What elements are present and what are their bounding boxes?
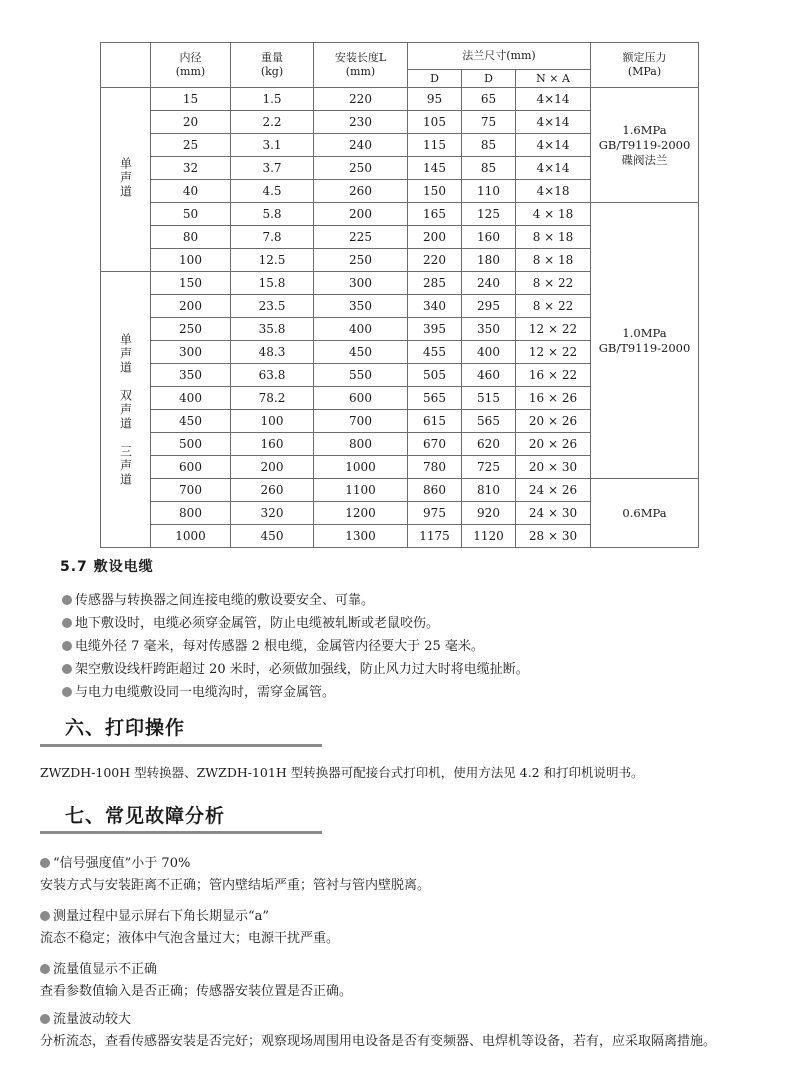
rated-pressure-cell: 0.6MPa [591, 479, 699, 548]
table-cell: 8 × 22 [516, 295, 591, 318]
bullet-icon [62, 687, 72, 697]
table-cell: 100 [151, 249, 231, 272]
table-cell: 515 [462, 387, 516, 410]
table-cell: 550 [314, 364, 408, 387]
table-cell: 1300 [314, 525, 408, 548]
table-cell: 1100 [314, 479, 408, 502]
table-cell: 450 [231, 525, 314, 548]
channel-group-cell: 单声道 双声道 三声道 [101, 272, 151, 548]
table-cell: 400 [151, 387, 231, 410]
section-6-divider [40, 744, 322, 747]
table-cell: 225 [314, 226, 408, 249]
table-cell: 285 [408, 272, 462, 295]
section-7-title: 七、常见故障分析 [65, 805, 226, 827]
list-item: 与电力电缆敷设同一电缆沟时，需穿金属管。 [62, 681, 529, 704]
table-cell: 800 [151, 502, 231, 525]
table-cell: 600 [314, 387, 408, 410]
table-cell: 1000 [151, 525, 231, 548]
table-cell: 810 [462, 479, 516, 502]
fault-symptom: 测量过程中显示屏右下角长期显示“a” [53, 909, 270, 924]
fault-cause: 安装方式与安装距离不正确；管内壁结垢严重；管衬与管内壁脱离。 [40, 878, 431, 893]
table-cell: 4×14 [516, 157, 591, 180]
table-cell: 450 [151, 410, 231, 433]
table-cell: 700 [314, 410, 408, 433]
table-cell: 395 [408, 318, 462, 341]
table-cell: 25 [151, 134, 231, 157]
table-cell: 4×14 [516, 134, 591, 157]
table-cell: 16 × 26 [516, 387, 591, 410]
table-cell: 455 [408, 341, 462, 364]
table-cell: 20 × 26 [516, 410, 591, 433]
table-cell: 400 [314, 318, 408, 341]
table-cell: 300 [314, 272, 408, 295]
table-cell: 35.8 [231, 318, 314, 341]
table-cell: 32 [151, 157, 231, 180]
table-cell: 12 × 22 [516, 341, 591, 364]
table-cell: 8 × 18 [516, 249, 591, 272]
table-cell: 150 [151, 272, 231, 295]
list-item: 电缆外径 7 毫米，每对传感器 2 根电缆，金属管内径要大于 25 毫米。 [62, 635, 529, 658]
header-install-length: 安装长度L (mm) [314, 43, 408, 88]
channel-group-cell: 单声道 [101, 88, 151, 272]
table-cell: 20 × 26 [516, 433, 591, 456]
table-cell: 240 [314, 134, 408, 157]
table-cell: 780 [408, 456, 462, 479]
table-cell: 4×18 [516, 180, 591, 203]
table-cell: 180 [462, 249, 516, 272]
table-cell: 1120 [462, 525, 516, 548]
table-cell: 23.5 [231, 295, 314, 318]
table-cell: 78.2 [231, 387, 314, 410]
fault-item [40, 959, 352, 1003]
table-cell: 63.8 [231, 364, 314, 387]
table-cell: 220 [314, 88, 408, 111]
rated-pressure-cell: 1.6MPa GB/T9119-2000 碟阀法兰 [591, 88, 699, 203]
fault-symptom: 流量值显示不正确 [53, 962, 158, 977]
table-cell: 165 [408, 203, 462, 226]
table-cell: 50 [151, 203, 231, 226]
table-cell: 700 [151, 479, 231, 502]
table-cell: 160 [231, 433, 314, 456]
table-cell: 220 [408, 249, 462, 272]
header-inner-diameter: 内径 (mm) [151, 43, 231, 88]
table-cell: 200 [231, 456, 314, 479]
table-cell: 95 [408, 88, 462, 111]
bullet-icon [40, 964, 50, 974]
table-row [101, 203, 699, 226]
bullet-icon [40, 911, 50, 921]
table-cell: 20 [151, 111, 231, 134]
table-cell: 24 × 26 [516, 479, 591, 502]
table-cell: 65 [462, 88, 516, 111]
table-cell: 340 [408, 295, 462, 318]
fault-cause: 查看参数值输入是否正确；传感器安装位置是否正确。 [40, 984, 353, 999]
table-cell: 200 [314, 203, 408, 226]
bullet-icon [62, 641, 72, 651]
table-cell: 15.8 [231, 272, 314, 295]
table-cell: 460 [462, 364, 516, 387]
table-cell: 3.7 [231, 157, 314, 180]
table-cell: 125 [462, 203, 516, 226]
table-cell: 1200 [314, 502, 408, 525]
header-d2: D [462, 70, 516, 88]
header-nxa: N × A [516, 70, 591, 88]
print-instructions: ZWZDH-100H 型转换器、ZWZDH-101H 型转换器可配接台式打印机，使用方法见 4.2 和打印机说明书。 [40, 765, 644, 780]
table-cell: 85 [462, 134, 516, 157]
table-cell: 160 [462, 226, 516, 249]
list-item: 架空敷设线杆跨距超过 20 米时，必须做加强线，防止风力过大时将电缆扯断。 [62, 658, 529, 681]
table-cell: 1000 [314, 456, 408, 479]
table-cell: 295 [462, 295, 516, 318]
table-cell: 1.5 [231, 88, 314, 111]
table-cell: 48.3 [231, 341, 314, 364]
table-cell: 600 [151, 456, 231, 479]
table-cell: 80 [151, 226, 231, 249]
header-blank [101, 43, 151, 88]
table-cell: 75 [462, 111, 516, 134]
fault-item [40, 853, 430, 897]
fault-cause: 流态不稳定；液体中气泡含量过大；电源干扰严重。 [40, 931, 340, 946]
fault-item [40, 1009, 716, 1053]
table-cell: 1175 [408, 525, 462, 548]
section-5-7-title: 5.7 敷设电缆 [60, 559, 154, 575]
rated-pressure-cell: 1.0MPa GB/T9119-2000 [591, 203, 699, 479]
section-7-divider [40, 831, 322, 834]
table-cell: 350 [314, 295, 408, 318]
table-cell: 670 [408, 433, 462, 456]
table-cell: 400 [462, 341, 516, 364]
table-cell: 105 [408, 111, 462, 134]
table-cell: 4.5 [231, 180, 314, 203]
bullet-icon [40, 1014, 50, 1024]
table-cell: 500 [151, 433, 231, 456]
table-cell: 2.2 [231, 111, 314, 134]
table-cell: 250 [151, 318, 231, 341]
table-cell: 260 [231, 479, 314, 502]
table-cell: 450 [314, 341, 408, 364]
table-cell: 110 [462, 180, 516, 203]
table-cell: 975 [408, 502, 462, 525]
table-cell: 85 [462, 157, 516, 180]
table-cell: 230 [314, 111, 408, 134]
table-cell: 4 × 18 [516, 203, 591, 226]
table-cell: 350 [462, 318, 516, 341]
fault-item [40, 906, 339, 950]
list-item: 地下敷设时，电缆必须穿金属管，防止电缆被轧断或老鼠咬伤。 [62, 612, 529, 635]
fault-cause: 分析流态，查看传感器安装是否完好；观察现场周围用电设备是否有变频器、电焊机等设备，若有，应采取隔离措施。 [40, 1034, 717, 1049]
spec-table-body [101, 88, 699, 548]
fault-symptom: 流量波动较大 [53, 1012, 132, 1027]
table-cell: 150 [408, 180, 462, 203]
table-cell: 4×14 [516, 88, 591, 111]
table-cell: 920 [462, 502, 516, 525]
table-cell: 15 [151, 88, 231, 111]
fault-symptom: “信号强度值”小于 70% [53, 856, 191, 871]
header-rated-pressure: 额定压力 (MPa) [591, 43, 699, 88]
header-d1: D [408, 70, 462, 88]
table-row [101, 88, 699, 111]
table-cell: 350 [151, 364, 231, 387]
table-cell: 505 [408, 364, 462, 387]
table-cell: 860 [408, 479, 462, 502]
table-cell: 5.8 [231, 203, 314, 226]
table-cell: 620 [462, 433, 516, 456]
bullet-icon [62, 618, 72, 628]
table-cell: 16 × 22 [516, 364, 591, 387]
table-cell: 115 [408, 134, 462, 157]
table-cell: 300 [151, 341, 231, 364]
table-row [101, 479, 699, 502]
table-cell: 200 [408, 226, 462, 249]
table-cell: 40 [151, 180, 231, 203]
table-cell: 4×14 [516, 111, 591, 134]
section-6-title: 六、打印操作 [65, 717, 186, 739]
list-item: 传感器与转换器之间连接电缆的敷设要安全、可靠。 [62, 589, 529, 612]
table-cell: 3.1 [231, 134, 314, 157]
bullet-icon [62, 664, 72, 674]
table-cell: 24 × 30 [516, 502, 591, 525]
table-cell: 800 [314, 433, 408, 456]
cable-bullets [62, 589, 529, 704]
table-cell: 145 [408, 157, 462, 180]
header-flange: 法兰尺寸(mm) [408, 43, 591, 70]
table-cell: 7.8 [231, 226, 314, 249]
table-cell: 12 × 22 [516, 318, 591, 341]
table-cell: 20 × 30 [516, 456, 591, 479]
table-cell: 12.5 [231, 249, 314, 272]
table-cell: 725 [462, 456, 516, 479]
spec-table [100, 42, 699, 548]
table-cell: 200 [151, 295, 231, 318]
table-cell: 100 [231, 410, 314, 433]
table-cell: 565 [462, 410, 516, 433]
table-cell: 8 × 18 [516, 226, 591, 249]
table-cell: 250 [314, 249, 408, 272]
bullet-icon [62, 595, 72, 605]
table-cell: 28 × 30 [516, 525, 591, 548]
header-weight: 重量 (kg) [231, 43, 314, 88]
table-cell: 240 [462, 272, 516, 295]
bullet-icon [40, 858, 50, 868]
table-cell: 615 [408, 410, 462, 433]
table-cell: 250 [314, 157, 408, 180]
table-cell: 260 [314, 180, 408, 203]
table-cell: 565 [408, 387, 462, 410]
table-cell: 8 × 22 [516, 272, 591, 295]
table-cell: 320 [231, 502, 314, 525]
